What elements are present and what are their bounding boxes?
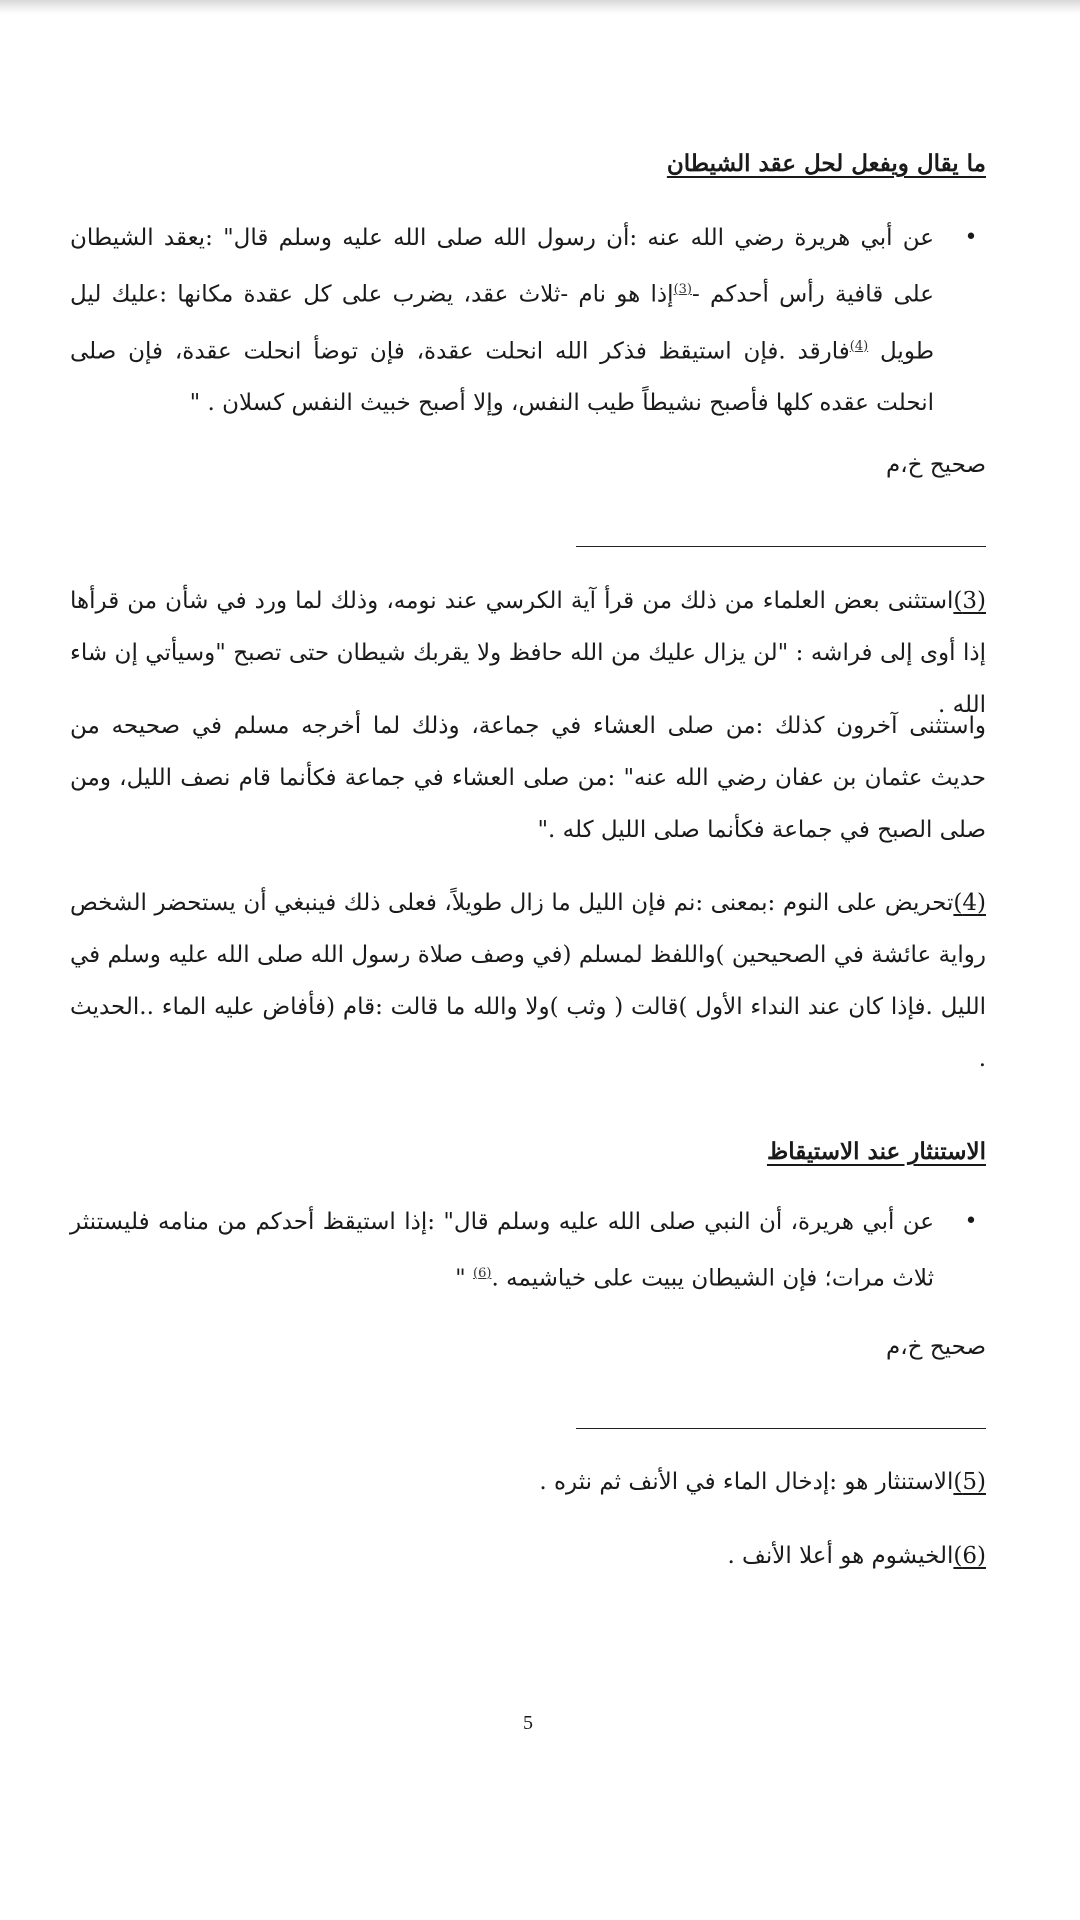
footnote-text: استثنى بعض العلماء من ذلك من قرأ آية الكرسي عند نومه، وذلك لما ورد في شأن من قرأها إذا أوى إلى فراشه : "لن يزال عليك من الله حافظ ولا يقربك شيطان حتى تصبح "وسيأتي إن شاء الله . — [70, 588, 986, 718]
hadith-bullet-nose — [70, 1196, 986, 1305]
footnote-3-continued: واستثنى آخرون كذلك :من صلى العشاء في جماعة، وذلك لما أخرجه مسلم في صحيحه من حديث عثمان بن عفان رضي الله عنه" :من صلى العشاء في جماعة فكأنما قام نصف الليل، ومن صلى الصبح في جماعة فكأنما صلى الليل كله ." — [70, 713, 986, 843]
footnote-text: الاستنثار هو :إدخال الماء في الأنف ثم نثره . — [539, 1469, 954, 1495]
page-number: 5 — [523, 1712, 533, 1734]
bullet-icon: • — [964, 225, 978, 250]
footnote-number: (4) — [953, 890, 986, 916]
section-heading-untie-knots: ما يقال ويفعل لحل عقد الشيطان — [666, 150, 986, 177]
footnote-ref-3[interactable]: (3) — [673, 282, 692, 297]
footnote-number: (6) — [953, 1543, 986, 1569]
footnote-number: (5) — [953, 1469, 986, 1495]
footnote-6 — [70, 1530, 986, 1582]
section-heading-nose-rinsing: الاستنثار عند الاستيقاظ — [766, 1138, 986, 1165]
footnote-divider — [576, 1428, 986, 1429]
hadith-text: عن أبي هريرة رضي الله عنه :أن رسول الله صلى الله عليه وسلم قال" :يعقد الشيطان على قافية رأس أحدكم -$^{(3)}$إذا هو نام -ثلاث عقد، يضرب على كل عقدة مكانها :عليك ليل طويل $^{(4)}$فارقد .فإن استيقظ فذكر الله انحلت عقدة، فإن توضأ انحلت عقدة، فإن صلى انحلت عقده كلها فأصبح نشيطاً طيب النفس، وإلا أصبح خبيث النفس كسلان . " — [70, 225, 935, 417]
hadith-bullet-knots — [70, 212, 986, 429]
footnote-5 — [70, 1456, 986, 1508]
footnote-ref-4[interactable]: (4) — [849, 338, 869, 354]
footnote-ref-6[interactable]: (6) — [473, 1266, 492, 1281]
footnote-divider — [576, 546, 986, 547]
footnote-text: تحريض على النوم :بمعنى :نم فإن الليل ما زال طويلاً، فعلى ذلك فينبغي أن يستحضر الشخص رواية عائشة في الصحيحين )واللفظ لمسلم (في وصف صلاة رسول الله صلى الله عليه وسلم في الليل .فإذا كان عند النداء الأول )قالت ( وثب )ولا والله ما قالت :قام (فأفاض عليه الماء ..الحديث . — [70, 890, 986, 1072]
footnote-text: الخيشوم هو أعلا الأنف . — [727, 1543, 954, 1569]
footnote-number: (3) — [953, 588, 986, 614]
bullet-icon: • — [964, 1209, 978, 1234]
footnote-4 — [70, 877, 986, 1085]
hadith-grade: صحيح خ،م — [886, 1334, 986, 1360]
hadith-text: عن أبي هريرة، أن النبي صلى الله عليه وسلم قال" :إذا استيقظ أحدكم من منامه فليستنثر ثلاث مرات؛ فإن الشيطان يبيت على خياشيمه .$^{(6)}$ " — [70, 1209, 934, 1292]
hadith-grade: صحيح خ،م — [886, 452, 986, 478]
